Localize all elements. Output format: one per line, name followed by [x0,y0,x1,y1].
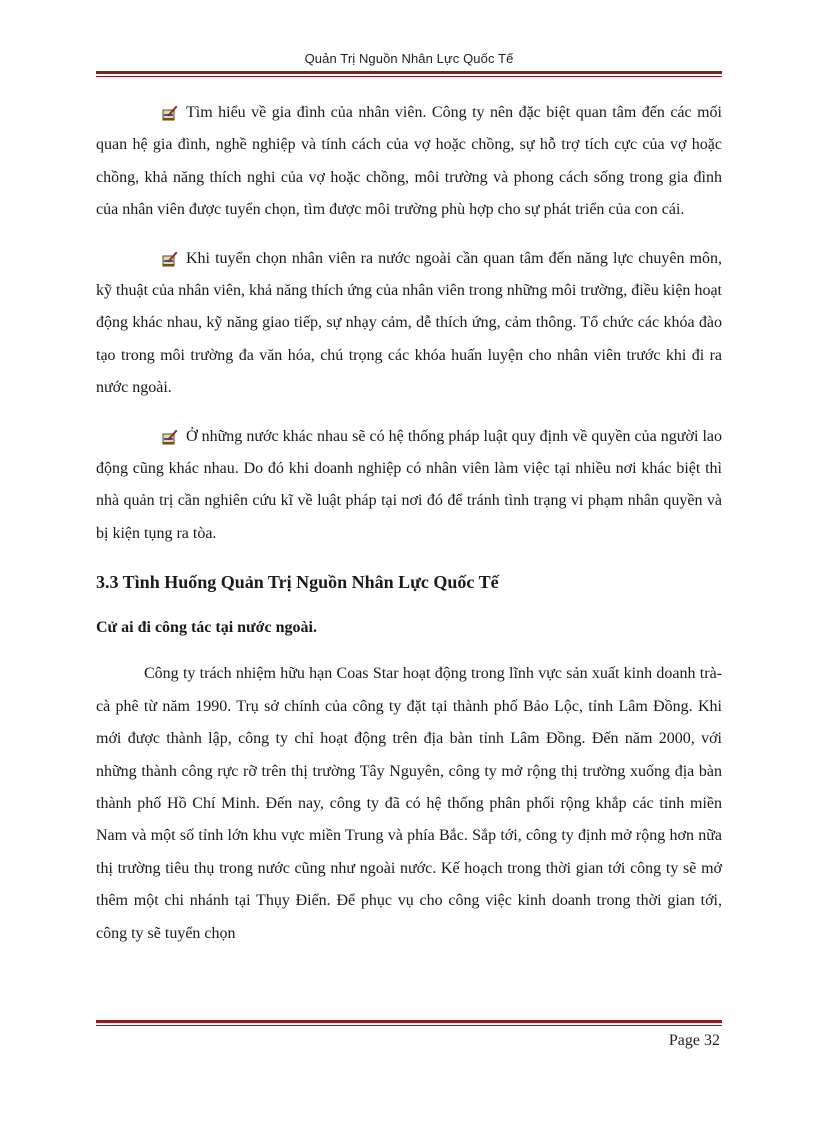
pen-document-icon [162,251,178,267]
page-number: Page 32 [668,1032,720,1049]
section-subheading: Cử ai đi công tác tại nước ngoài. [96,619,317,637]
page-content [96,97,722,950]
body-paragraph: Công ty trách nhiệm hữu hạn Coas Star hoạt động trong lĩnh vực sản xuất kinh doanh trà- cà phê từ năm 1990. Trụ sở chính của công ty đặt tại thành phố Bảo Lộc, tỉnh Lâm Đồng. Khi mới được thành lập, công ty chỉ hoạt động trên địa bàn tỉnh Lâm Đồng. Đến năm 2000, với những thành công rực rỡ trên thị trường Tây Nguyên, công ty mở rộng thị trường xuống địa bàn thành phố Hồ Chí Minh. Đến nay, công ty đã có hệ thống phân phối rộng khắp các tỉnh miền Nam và một số tỉnh lớn khu vực miền Trung và phía Bắc. Sắp tới, công ty định mở rộng hơn nữa thị trường tiêu thụ trong nước cũng như ngoài nước. Kế hoạch trong thời gian tới công ty sẽ mở thêm một chi nhánh tại Thụy Điển. Để phục vụ cho công việc kinh doanh trong thời gian tới, công ty sẽ tuyển chọn [96,665,722,942]
bullet-text: Tìm hiểu về gia đình của nhân viên. Công ty nên đặc biệt quan tâm đến các mối quan hệ gia đình, nghề nghiệp và tính cách của vợ hoặc chồng, sự hỗ trợ tích cực của vợ hoặc chồng, khả năng thích nghi của vợ hoặc chồng, môi trường và phong cách sống trong gia đình của nhân viên được tuyển chọn, tìm được môi trường phù hợp cho sự phát triển của con cái. [96,104,722,219]
bullet-text: Khi tuyển chọn nhân viên ra nước ngoài cần quan tâm đến năng lực chuyên môn, kỹ thuật của nhân viên, khả năng thích ứng của nhân viên trong những môi trường, điều kiện hoạt động khác nhau, kỹ năng giao tiếp, sự nhạy cảm, dễ thích ứng, cảm thông. Tổ chức các khóa đào tạo trong môi trường đa văn hóa, chú trọng các khóa huấn luyện cho nhân viên trước khi đi ra nước ngoài. [96,249,722,397]
bullet-paragraph [96,421,722,551]
page-header-title: Quản Trị Nguồn Nhân Lực Quốc Tế [304,51,514,66]
header-rule [96,71,722,77]
footer-rule [96,1020,722,1026]
pen-document-icon [162,429,178,445]
bullet-paragraph [96,243,722,405]
section-heading: 3.3 Tình Huống Quản Trị Nguồn Nhân Lực Quốc Tế [96,572,499,593]
bullet-paragraph [96,97,722,227]
pen-document-icon [162,105,178,121]
bullet-text: Ở những nước khác nhau sẽ có hệ thống pháp luật quy định về quyền của người lao động cũng khác nhau. Do đó khi doanh nghiệp có nhân viên làm việc tại nhiều nơi khác biệt thì nhà quản trị cần nghiên cứu kĩ về luật pháp tại nơi đó để tránh tình trạng vi phạm nhân quyền và bị kiện tụng ra tòa. [96,427,722,542]
